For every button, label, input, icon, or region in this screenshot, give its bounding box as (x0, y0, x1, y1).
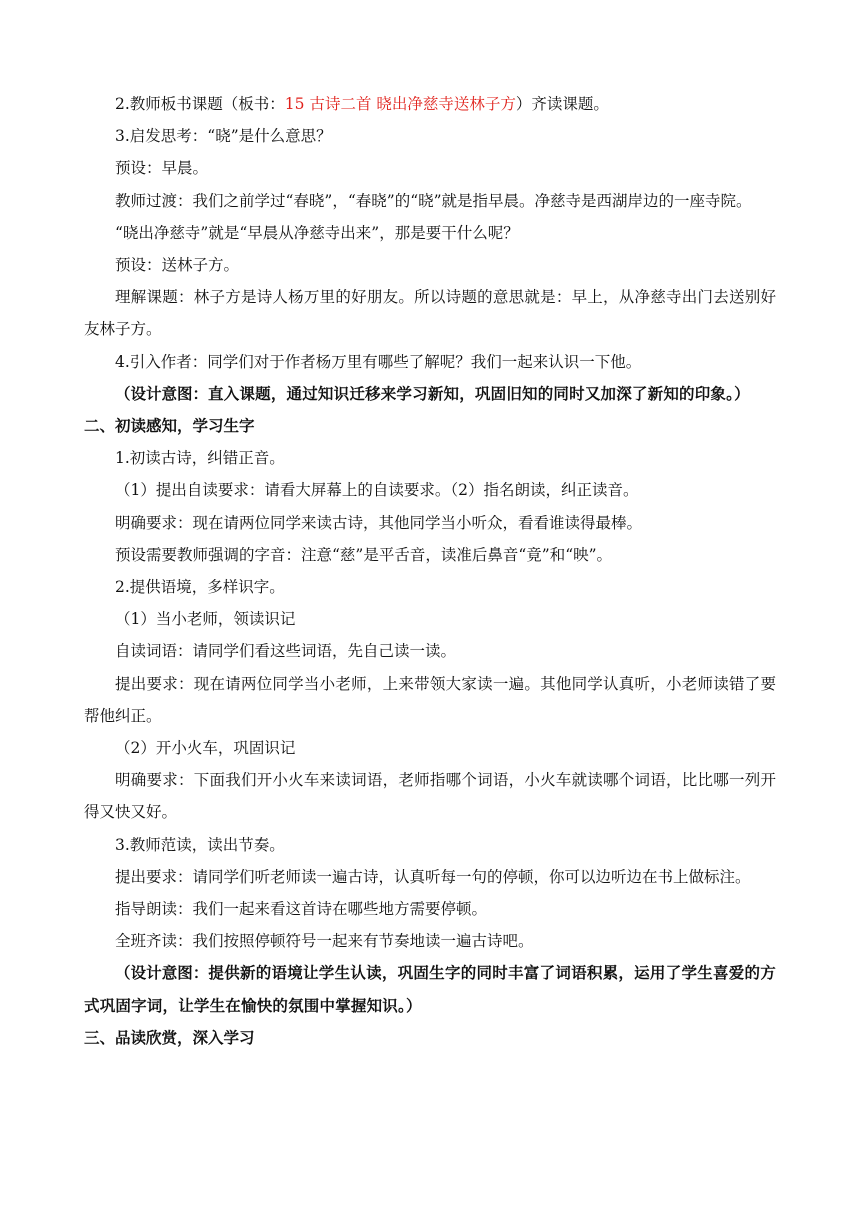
paragraph-step: （2）开小火车，巩固识记 (115, 739, 296, 758)
paragraph-board-title (84, 88, 776, 120)
paragraph-preset: 预设：送林子方。 (115, 256, 240, 275)
paragraph-step: 提出要求：请同学们听老师读一遍古诗，认真听每一句的停顿，你可以边听边在书上做标注。 (115, 867, 751, 886)
paragraph-transition: 教师过渡：我们之前学过“春晓”，“春晓”的“晓”就是指早晨。净慈寺是西湖岸边的一座寺院。 (115, 191, 752, 210)
highlighted-title: 15 古诗二首 晓出净慈寺送林子方 (284, 95, 516, 113)
paragraph-design-intent (84, 378, 776, 410)
text-run: ）齐读课题。 (515, 95, 609, 113)
design-intent-text: 直入课题，通过知识迁移来学习新知，巩固旧知的同时又加深了新知的印象。） (208, 383, 750, 403)
paragraph-introduce-author: 4.引入作者：同学们对于作者杨万里有哪些了解呢？我们一起来认识一下他。 (115, 352, 642, 371)
section-heading: 二、初读感知，学习生字 (84, 417, 255, 436)
paragraph-preset: 预设：早晨。 (115, 159, 209, 178)
paragraph-step: 明确要求：现在请两位同学来读古诗，其他同学当小听众，看看谁读得最棒。 (115, 513, 643, 532)
paragraph-step: 全班齐读：我们按照停顿符号一起来有节奏地读一遍古诗吧。 (115, 932, 534, 951)
paragraph-step: （1）当小老师，领读识记 (115, 610, 296, 629)
paragraph-design-intent (84, 957, 776, 1021)
paragraph-step: 提出要求：现在请两位同学当小老师，上来带领大家读一遍。其他同学认真听，小老师读错了要帮他纠正。 (84, 674, 776, 725)
paragraph-step: 2.提供语境，多样识字。 (115, 578, 285, 597)
design-intent-text: 提供新的语境让学生认读，巩固生字的同时丰富了词语积累，运用了学生喜爱的方式巩固字词，让学生在愉快的氛围中掌握知识。） (84, 963, 776, 1015)
text-run: 2.教师板书课题（板书： (115, 95, 285, 113)
paragraph-step: 明确要求：下面我们开小火车来读词语，老师指哪个词语，小火车就读哪个词语，比比哪一列开得又快又好。 (84, 771, 776, 822)
paragraph-title-meaning: “晓出净慈寺”就是“早晨从净慈寺出来”，那是要干什么呢？ (115, 223, 519, 242)
paragraph-step: （1）提出自读要求：请看大屏幕上的自读要求。（2）指名朗读，纠正读音。 (115, 481, 639, 500)
paragraph-step: 自读词语：请同学们看这些词语，先自己读一读。 (115, 642, 457, 661)
paragraph-step: 1.初读古诗，纠错正音。 (115, 449, 285, 468)
paragraph-step: 3.教师范读，读出节奏。 (115, 835, 285, 854)
section-heading: 三、品读欣赏，深入学习 (84, 1028, 255, 1047)
paragraph-understand-title: 理解课题：林子方是诗人杨万里的好朋友。所以诗题的意思就是：早上，从净慈寺出门去送别好友林子方。 (84, 288, 776, 339)
design-intent-label: （设计意图： (115, 963, 209, 983)
paragraph-step: 指导朗读：我们一起来看这首诗在哪些地方需要停顿。 (115, 900, 488, 919)
paragraph-think-question: 3.启发思考：“晓”是什么意思？ (115, 127, 332, 146)
design-intent-label: （设计意图： (115, 383, 209, 403)
paragraph-step: 预设需要教师强调的字音：注意“慈”是平舌音，读准后鼻音“竟”和“映”。 (115, 545, 613, 564)
